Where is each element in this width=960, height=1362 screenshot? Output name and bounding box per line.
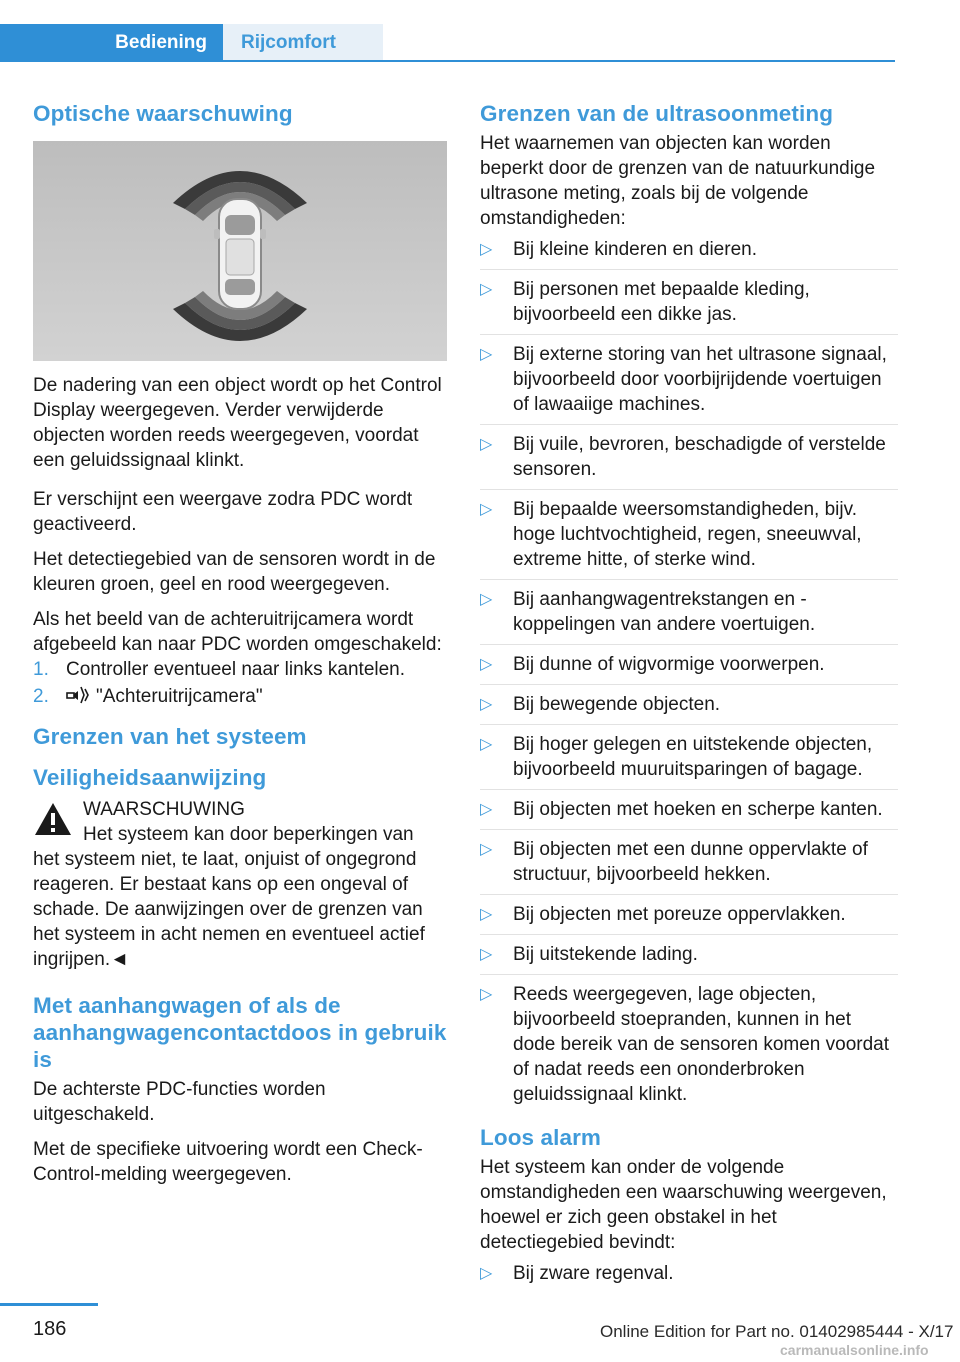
list-item-text: Bij objecten met poreuze oppervlakken. [513, 904, 846, 925]
tab-rijcomfort[interactable]: Rijcomfort [223, 24, 383, 61]
heading-ultrasound-limits: Grenzen van de ultrasoonmeting [480, 101, 834, 126]
pdc-display-figure [33, 141, 447, 361]
list-item [480, 432, 898, 490]
footer-divider [0, 1303, 98, 1306]
bullet-triangle-icon: ▷ [480, 986, 493, 1003]
list-item-text: Reeds weergegeven, lage objecten, bijvoorbeeld stoepranden, kunnen in het dode bereik van de sensoren komen voordat of nadat reeds een ononderbroken geluidssignaal klinkt. [513, 984, 890, 1105]
warning-block [33, 797, 451, 972]
bullet-triangle-icon: ▷ [480, 946, 493, 963]
list-item-text: Bij uitstekende lading. [513, 944, 698, 965]
bullet-triangle-icon: ▷ [480, 906, 493, 923]
bullet-triangle-icon: ▷ [480, 841, 493, 858]
step-item [33, 657, 451, 682]
list-item [480, 797, 898, 830]
page-number: 186 [33, 1318, 67, 1340]
left-column [33, 100, 451, 1187]
step-item [33, 684, 451, 709]
list-item-text: Bij hoger gelegen en uitstekende objecten, bijvoorbeeld muuruitsparingen of bagage. [513, 734, 873, 780]
watermark: carmanualsonline.info [780, 1342, 929, 1358]
heading-system-limits: Grenzen van het systeem [33, 724, 307, 749]
header-divider [0, 60, 895, 62]
list-item [480, 237, 898, 270]
list-item [480, 982, 898, 1114]
list-item [480, 497, 898, 580]
list-item-text: Bij personen met bepaalde kleding, bijvoorbeeld een dikke jas. [513, 279, 810, 325]
list-item [480, 692, 898, 725]
right-column [480, 100, 898, 1300]
paragraph-false-alarm: Het systeem kan onder de volgende omstandigheden een waarschuwing weergeven, hoewel er zich geen obstakel in het detectiegebied bevindt: [480, 1157, 887, 1253]
list-item-text: Bij objecten met een dunne oppervlakte of structuur, bijvoorbeeld hekken. [513, 839, 868, 885]
edition-text: Online Edition for Part no. 01402985444 - X/17 [600, 1322, 954, 1341]
steps-list [33, 657, 451, 709]
tab-bediening[interactable]: Bediening [0, 24, 223, 61]
list-item [480, 342, 898, 425]
paragraph-camera-switch: Als het beeld van de achteruitrijcamera wordt afgebeeld kan naar PDC worden omgeschakeld: [33, 609, 442, 655]
list-item [480, 732, 898, 790]
bullet-triangle-icon: ▷ [480, 436, 493, 453]
paragraph-approach: De nadering van een object wordt op het Control Display weergegeven. Verder verwijderde objecten worden reeds weergegeven, voordat een geluidssignaal klinkt. [33, 375, 442, 471]
list-item-text: Bij dunne of wigvormige voorwerpen. [513, 654, 825, 675]
bullet-triangle-icon: ▷ [480, 346, 493, 363]
heading-trailer: Met aanhangwagen of als de aanhangwagencontactdoos in gebruik is [33, 993, 447, 1072]
list-item [480, 837, 898, 895]
paragraph-check-control: Met de specifieke uitvoering wordt een Check-Control-melding weergegeven. [33, 1139, 423, 1185]
ultrasound-limits-list [480, 237, 898, 1114]
bullet-triangle-icon: ▷ [480, 736, 493, 753]
heading-false-alarm: Loos alarm [480, 1125, 602, 1150]
list-item-text: Bij objecten met hoeken en scherpe kanten. [513, 799, 883, 820]
paragraph-activation: Er verschijnt een weergave zodra PDC wordt geactiveerd. [33, 489, 413, 535]
list-item [480, 277, 898, 335]
bullet-triangle-icon: ▷ [480, 1265, 493, 1282]
bullet-triangle-icon: ▷ [480, 696, 493, 713]
paragraph-colors: Het detectiegebied van de sensoren wordt in de kleuren groen, geel en rood weergegeven. [33, 549, 436, 595]
rear-camera-icon [66, 685, 90, 705]
step-number: 2. [33, 686, 49, 707]
bullet-triangle-icon: ▷ [480, 501, 493, 518]
warning-heading: WAARSCHUWING [83, 799, 245, 820]
step-text: "Achteruitrijcamera" [96, 686, 263, 707]
list-item [480, 1261, 898, 1293]
bullet-triangle-icon: ▷ [480, 281, 493, 298]
bullet-triangle-icon: ▷ [480, 801, 493, 818]
bullet-triangle-icon: ▷ [480, 241, 493, 258]
bullet-triangle-icon: ▷ [480, 591, 493, 608]
paragraph-trailer-pdc: De achterste PDC-functies worden uitgeschakeld. [33, 1079, 326, 1125]
bullet-triangle-icon: ▷ [480, 656, 493, 673]
list-item-text: Bij bepaalde weersomstandigheden, bijv. hoge luchtvochtigheid, regen, sneeuwval, extreme hitte, of sterke wind. [513, 499, 862, 570]
warning-triangle-icon [33, 801, 73, 837]
list-item-text: Bij vuile, bevroren, beschadigde of verstelde sensoren. [513, 434, 886, 480]
page-header [0, 0, 960, 62]
list-item-text: Bij zware regenval. [513, 1263, 674, 1284]
list-item-text: Bij externe storing van het ultrasone signaal, bijvoorbeeld door voorbijrijdende voertuigen of lawaaiige machines. [513, 344, 887, 415]
list-item-text: Bij kleine kinderen en dieren. [513, 239, 757, 260]
list-item [480, 942, 898, 975]
list-item [480, 587, 898, 645]
heading-safety-note: Veiligheidsaanwijzing [33, 765, 267, 790]
list-item [480, 902, 898, 935]
list-item-text: Bij bewegende objecten. [513, 694, 721, 715]
heading-optical-warning: Optische waarschuwing [33, 101, 293, 126]
pdc-car-diagram [33, 141, 447, 361]
paragraph-ultrasound-intro: Het waarnemen van objecten kan worden beperkt door de grenzen van de natuurkundige ultrasone meting, zoals bij de volgende omstandigheden: [480, 133, 876, 229]
step-text: Controller eventueel naar links kantelen. [66, 659, 406, 680]
list-item [480, 652, 898, 685]
false-alarm-list [480, 1261, 898, 1293]
warning-text-first: Het systeem kan door beperkingen van [83, 824, 414, 845]
step-number: 1. [33, 659, 49, 680]
list-item-text: Bij aanhangwagentrekstangen en -koppelingen van andere voertuigen. [513, 589, 816, 635]
warning-text: het systeem niet, te laat, onjuist of ongegrond reageren. Er bestaat kans op een ongeval of schade. De aanwijzingen over de grenzen van het systeem in acht nemen en eventueel actief ingrijpen.◄ [33, 849, 425, 970]
